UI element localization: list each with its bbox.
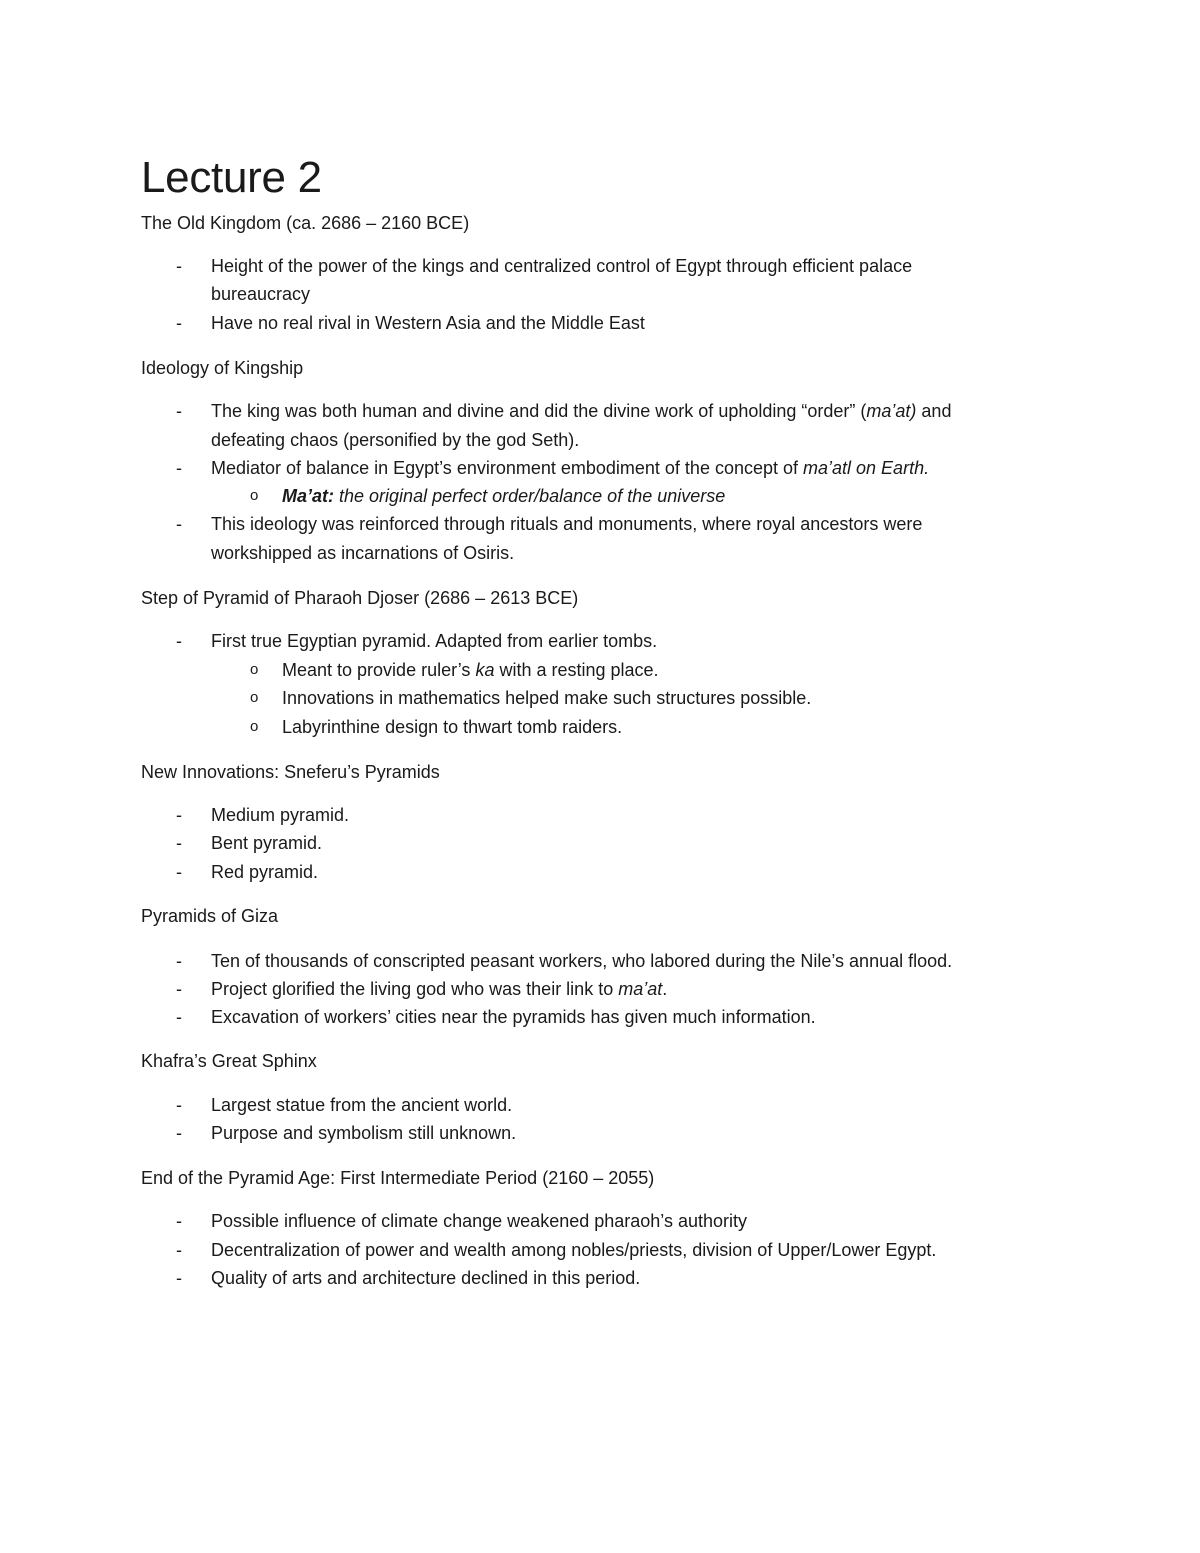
list-item-text: Project glorified the living god who was their link to — [211, 979, 619, 999]
dash-marker: - — [176, 805, 182, 825]
list-item-text: Purpose and symbolism still unknown. — [211, 1123, 517, 1143]
list-item-text: Meant to provide ruler’s — [282, 660, 476, 680]
lecture-title: Lecture 2 — [141, 153, 322, 202]
list-item-text: This ideology was reinforced through rituals and monuments, where royal ancestors were — [211, 514, 923, 534]
list-item-text: Mediator of balance in Egypt’s environment embodiment of the concept of — [211, 458, 804, 478]
list-item — [176, 860, 319, 884]
italic-term: ma’at — [618, 979, 663, 999]
list-item-text: Possible influence of climate change weakened pharaoh’s authority — [211, 1211, 748, 1231]
list-item — [176, 1238, 937, 1262]
sub-list-item — [250, 686, 812, 710]
dash-marker: - — [176, 458, 182, 478]
list-item-text: Excavation of workers’ cities near the pyramids has given much information. — [211, 1007, 816, 1027]
sub-list-item — [250, 715, 623, 739]
list-item — [176, 1093, 513, 1117]
dash-marker: - — [176, 951, 182, 971]
list-item-text: with a resting place. — [494, 660, 659, 680]
sub-list-item — [250, 484, 726, 508]
dash-marker: - — [176, 1007, 182, 1027]
circle-bullet-icon: o — [250, 689, 259, 706]
circle-bullet-icon: o — [250, 718, 259, 735]
dash-marker: - — [176, 833, 182, 853]
heading-old-kingdom: The Old Kingdom (ca. 2686 – 2160 BCE) — [141, 213, 470, 233]
dash-marker: - — [176, 313, 182, 333]
list-item-continuation: workshipped as incarnations of Osiris. — [211, 543, 515, 563]
list-item — [176, 311, 645, 335]
list-item-text: and — [916, 401, 952, 421]
list-item — [176, 399, 952, 423]
dash-marker: - — [176, 631, 182, 651]
heading-sneferu-pyramids: New Innovations: Sneferu’s Pyramids — [141, 762, 440, 782]
list-item — [176, 1121, 517, 1145]
heading-step-pyramid-djoser: Step of Pyramid of Pharaoh Djoser (2686 – 2613 BCE) — [141, 588, 579, 608]
list-item-text: Red pyramid. — [211, 862, 319, 882]
dash-marker: - — [176, 1211, 182, 1231]
list-item-text: Largest statue from the ancient world. — [211, 1095, 513, 1115]
list-item — [176, 1266, 641, 1290]
italic-term: ma’atl on Earth. — [803, 458, 930, 478]
circle-bullet-icon: o — [250, 661, 259, 678]
italic-term: ma’at) — [866, 401, 917, 421]
list-item-text: The king was both human and divine and did the divine work of upholding “order” ( — [211, 401, 867, 421]
list-item-text: Ten of thousands of conscripted peasant workers, who labored during the Nile’s annual flood. — [211, 951, 953, 971]
list-item — [176, 629, 658, 653]
dash-marker: - — [176, 514, 182, 534]
heading-end-of-pyramid-age: End of the Pyramid Age: First Intermediate Period (2160 – 2055) — [141, 1168, 655, 1188]
list-item-text: Quality of arts and architecture declined in this period. — [211, 1268, 641, 1288]
list-item — [176, 512, 923, 536]
list-item-text: . — [662, 979, 668, 999]
list-item-text: Height of the power of the kings and centralized control of Egypt through efficient palace — [211, 256, 913, 276]
list-item-text: Bent pyramid. — [211, 833, 323, 853]
heading-pyramids-of-giza: Pyramids of Giza — [141, 906, 279, 926]
list-item-text: First true Egyptian pyramid. Adapted from earlier tombs. — [211, 631, 658, 651]
dash-marker: - — [176, 401, 182, 421]
heading-great-sphinx: Khafra’s Great Sphinx — [141, 1051, 317, 1071]
circle-bullet-icon: o — [250, 487, 259, 504]
dash-marker: - — [176, 1123, 182, 1143]
list-item — [176, 803, 350, 827]
heading-ideology-of-kingship: Ideology of Kingship — [141, 358, 304, 378]
dash-marker: - — [176, 1095, 182, 1115]
dash-marker: - — [176, 256, 182, 276]
sub-list-item — [250, 658, 659, 682]
italic-definition: the original perfect order/balance of the universe — [334, 486, 726, 506]
dash-marker: - — [176, 1240, 182, 1260]
list-item — [176, 456, 930, 480]
dash-marker: - — [176, 1268, 182, 1288]
dash-marker: - — [176, 862, 182, 882]
list-item — [176, 1209, 748, 1233]
list-item-text: Medium pyramid. — [211, 805, 350, 825]
list-item-text: Have no real rival in Western Asia and the Middle East — [211, 313, 645, 333]
bold-term: Ma’at: — [282, 486, 335, 506]
list-item-continuation: bureaucracy — [211, 284, 311, 304]
list-item — [176, 254, 913, 278]
list-item-text: Decentralization of power and wealth among nobles/priests, division of Upper/Lower Egypt. — [211, 1240, 937, 1260]
list-item-continuation: defeating chaos (personified by the god Seth). — [211, 430, 580, 450]
dash-marker: - — [176, 979, 182, 999]
list-item — [176, 1005, 816, 1029]
list-item-text: Labyrinthine design to thwart tomb raiders. — [282, 717, 623, 737]
list-item-text: Innovations in mathematics helped make such structures possible. — [282, 688, 812, 708]
list-item — [176, 977, 668, 1001]
list-item — [176, 831, 323, 855]
list-item — [176, 949, 953, 973]
italic-term: ka — [475, 660, 495, 680]
